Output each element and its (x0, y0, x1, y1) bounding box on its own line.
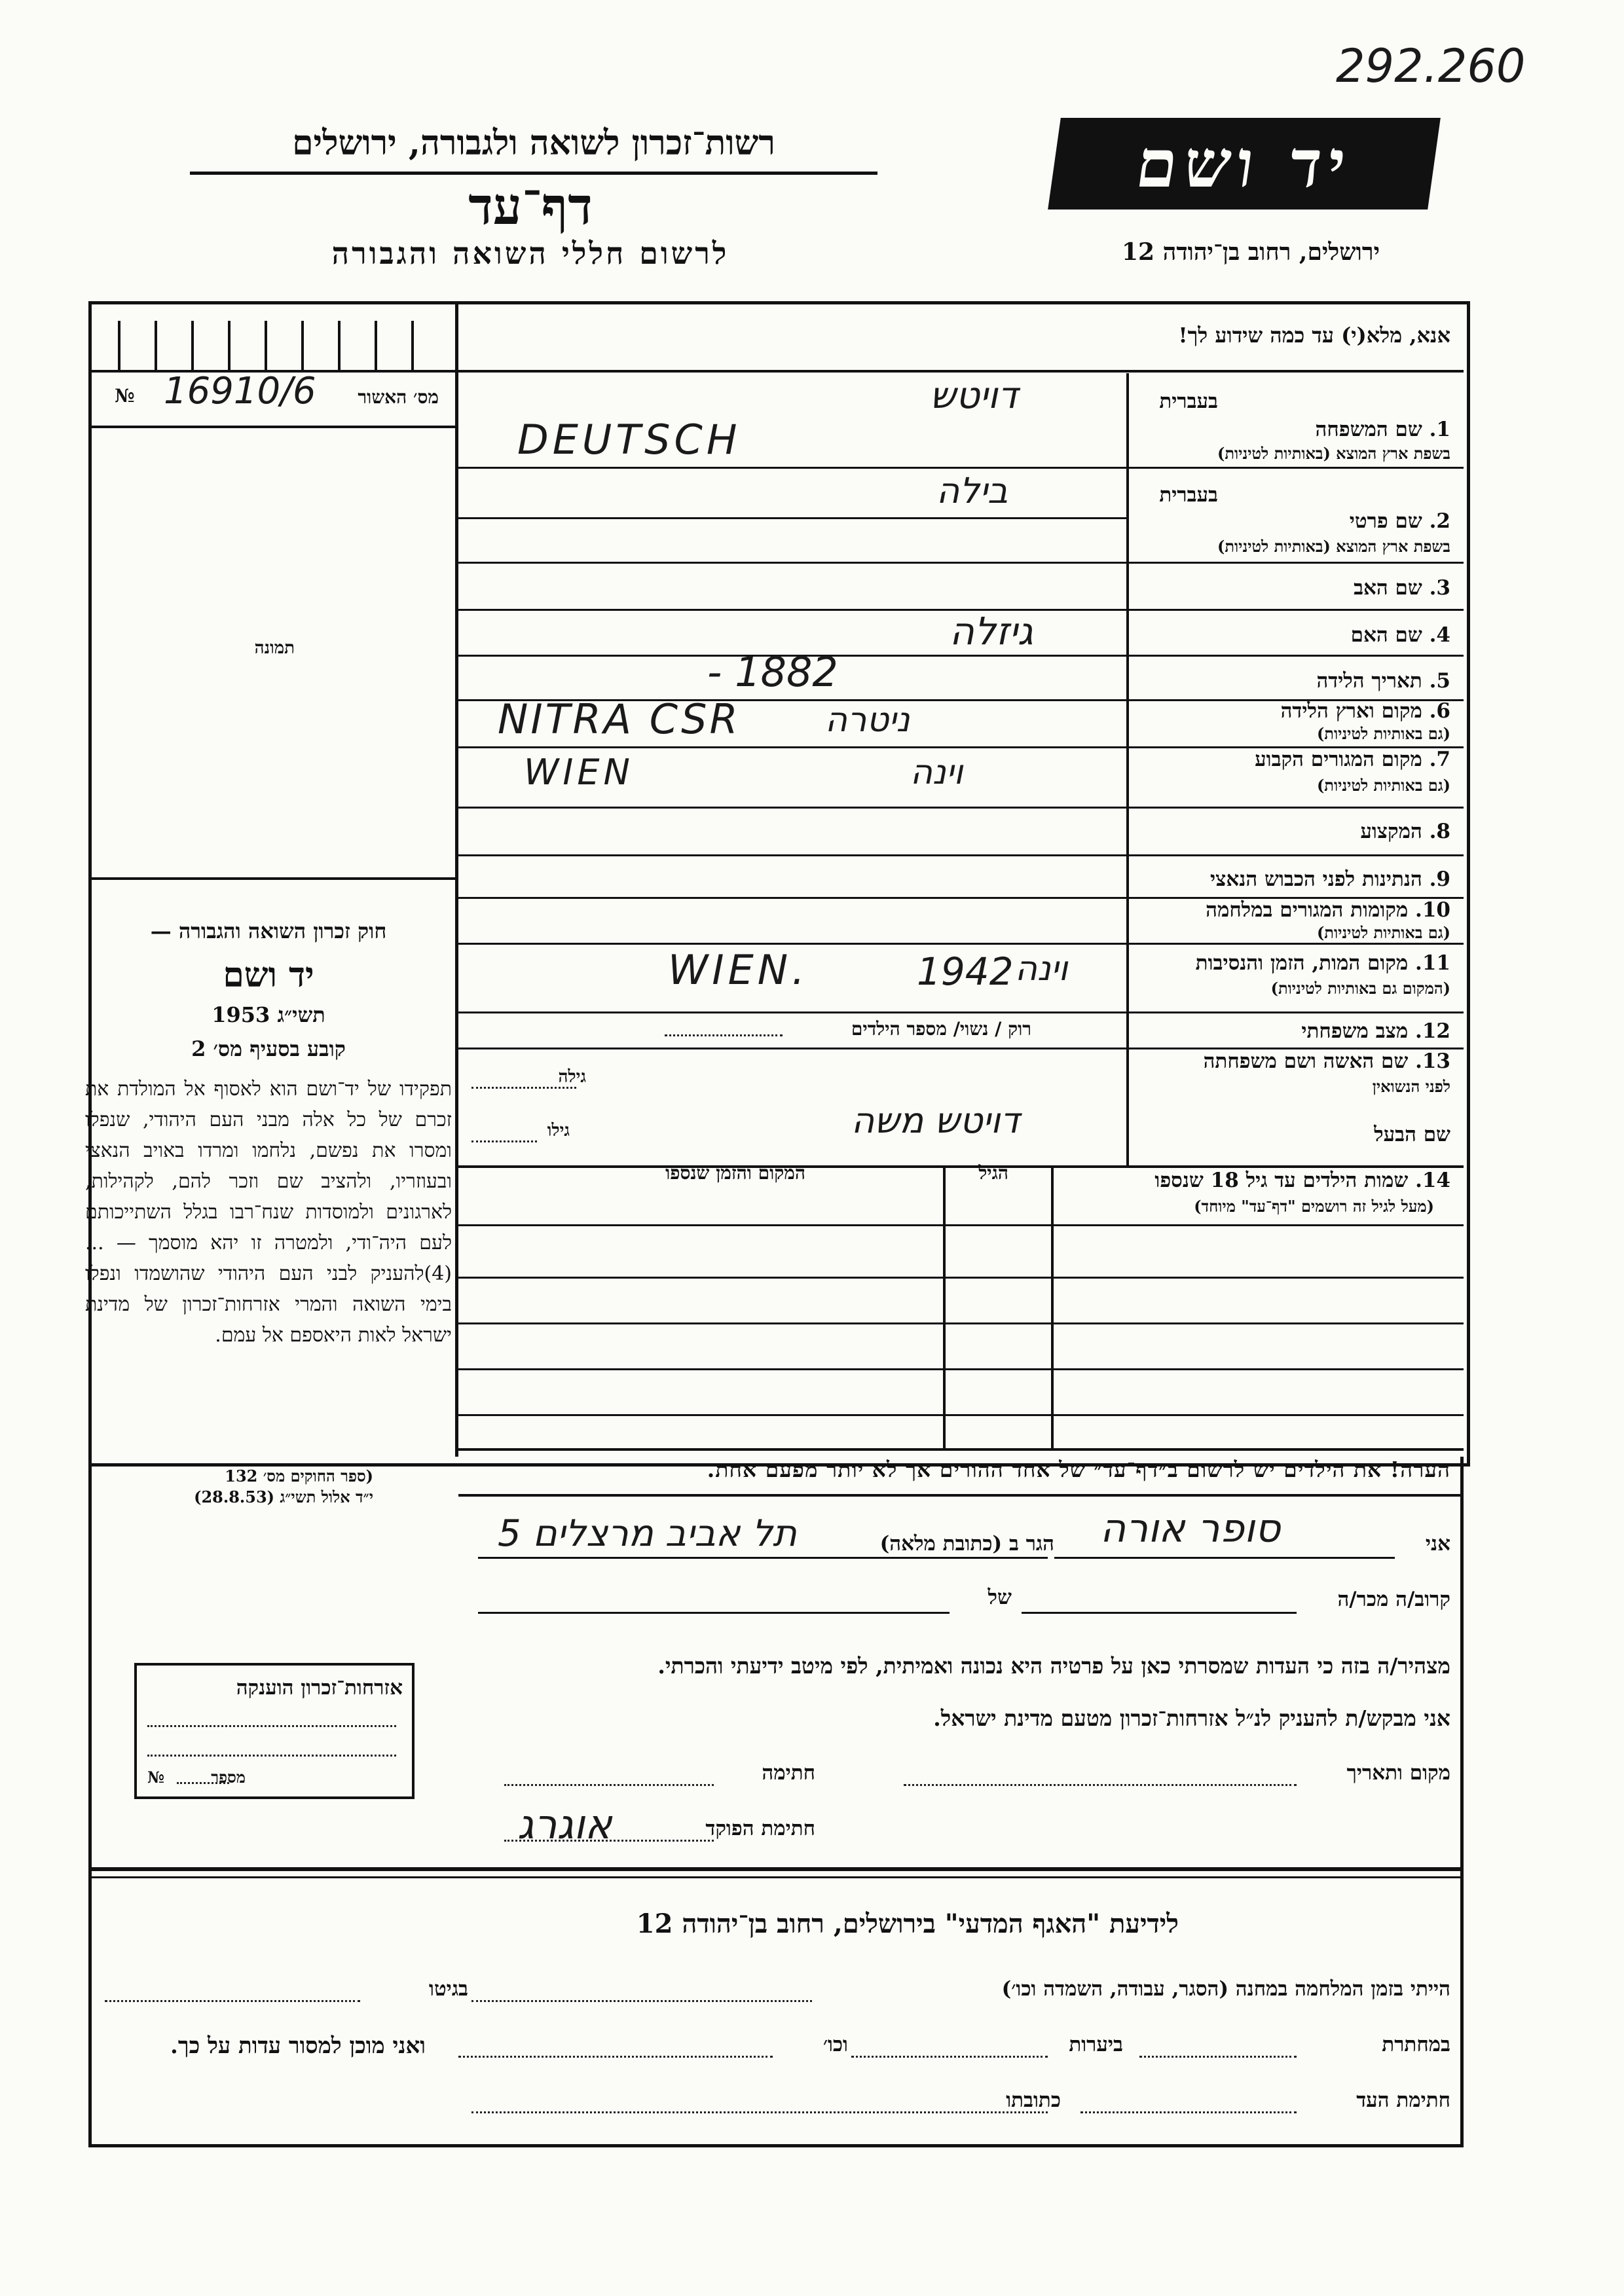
footer-notice: לידיעת "האגף המדעי" בירושלים, רחוב בן־יהודה 12 (636, 1908, 1179, 1939)
logo-text: יד ושם (1131, 125, 1357, 202)
field-13-wife: 13. שם האשה ושם משפחתה (1203, 1049, 1450, 1073)
field-2-note: בשפת ארץ המוצא (באותיות לטיניות) (1217, 537, 1450, 556)
address-line (478, 1557, 1048, 1559)
address-value[interactable]: תל אביב מרצלים 5 (498, 1512, 797, 1555)
field-1-surname: 1. שם המשפחה (1315, 418, 1450, 441)
declarant-i: אני (1425, 1532, 1450, 1556)
left-column-divider (455, 301, 458, 1457)
witness-address-line[interactable] (471, 2111, 1048, 2113)
relative-line (1022, 1612, 1297, 1614)
signature-label: חתימה (762, 1761, 815, 1785)
field-1-note: בשפת ארץ המוצא (באותיות לטיניות) (1217, 444, 1450, 463)
officer-line[interactable] (504, 1840, 714, 1842)
children-row-4 (458, 1414, 1464, 1416)
field-7-note: (גם באותיות לטיניות) (1316, 776, 1450, 795)
note-rule (458, 1448, 1464, 1451)
field-14-note: (מעל לגיל זה רושמים "דף־עד" מיוחד) (1194, 1197, 1434, 1216)
field-6-birthplace: 6. מקום וארץ הלידה (1280, 699, 1450, 723)
death-year[interactable]: 1942 (917, 949, 1014, 994)
signature-line[interactable] (504, 1784, 714, 1786)
husband-name[interactable]: דויטש משה (851, 1100, 1020, 1141)
footer-address: כתובתו (1006, 2088, 1061, 2112)
field-12-options: רוק / נשוי/ מספר הילדים (851, 1018, 1031, 1040)
note-bottom-rule (458, 1494, 1464, 1497)
row-line-2 (458, 517, 1126, 519)
place-date-label: מקום ותאריך (1346, 1761, 1450, 1785)
surname-hebrew[interactable]: דויטש (930, 374, 1018, 417)
declarant-name[interactable]: סופר אורה (1100, 1506, 1281, 1552)
field-4-mother: 4. שם האם (1350, 623, 1450, 647)
of-label: של (987, 1586, 1012, 1609)
declarant-name-line (1054, 1557, 1395, 1559)
memorial-box-line-2[interactable] (147, 1755, 396, 1757)
field-2-firstname: 2. שם פרטי (1349, 509, 1450, 533)
authority-title: רשות־זכרון לשואה ולגבורה, ירושלים (292, 123, 775, 163)
footer-forests: ביערות (1069, 2033, 1123, 2056)
photo-label: תמונה (254, 638, 295, 658)
please-fill-rule (458, 370, 1464, 373)
witness-sig-line[interactable] (1080, 2111, 1297, 2113)
field-7-residence: 7. מקום המגורים הקבוע (1255, 748, 1450, 771)
husband-age-label: גילו (547, 1121, 570, 1140)
field-3-father: 3. שם האב (1354, 576, 1450, 600)
etc-line[interactable] (458, 2056, 773, 2058)
children-count-line[interactable] (665, 1034, 783, 1036)
of-line (478, 1612, 950, 1614)
in-hebrew-2: בעברית (1159, 483, 1218, 507)
forests-line[interactable] (851, 2056, 1048, 2058)
law-title: חוק זכרון השואה והגבורה — (150, 919, 387, 943)
children-row-2 (458, 1322, 1464, 1324)
wife-age-label: גילה (558, 1067, 586, 1087)
children-col-2 (943, 1168, 946, 1449)
relative-label: קרוב/ה מכר/ה (1337, 1588, 1450, 1611)
footer-ready: ואני מוכן למסור עדות על כך. (170, 2033, 426, 2059)
surname-latin[interactable]: DEUTSCH (517, 416, 741, 464)
field-14-children: 14. שמות הילדים עד גיל 18 שנספו (1154, 1169, 1450, 1192)
row-line-12 (458, 1011, 1464, 1013)
row-line-11 (458, 943, 1464, 945)
lives-at-label: הגר ב (כתובת מלאה) (879, 1532, 1054, 1556)
lower-frame-divider (88, 1867, 1464, 1871)
yad-vashem-logo (1048, 118, 1441, 210)
footer-witness-sig: חתימת העד (1356, 2088, 1450, 2112)
row-line-1 (458, 467, 1464, 469)
approval-label: מס׳ האשור (358, 386, 439, 408)
col-place: המקום והזמן שנספו (665, 1162, 805, 1184)
field-10-note: (גם באותיות לטיניות) (1316, 923, 1450, 942)
check-ticks (118, 321, 445, 370)
row-line-14 (458, 1165, 1464, 1168)
birthplace-latin[interactable]: NITRA CSR (498, 695, 741, 743)
col-age: הגיל (978, 1162, 1008, 1184)
death-place[interactable]: WIEN. (668, 946, 809, 994)
officer-signature[interactable]: אוגרג (517, 1800, 612, 1848)
form-title: דף־עד (468, 177, 593, 236)
footer-ghetto: בגיטו (429, 1977, 468, 2001)
approval-mark: № (115, 385, 135, 407)
memorial-box-number: מספר (211, 1768, 246, 1787)
footer-hiding: במחתרת (1382, 2033, 1450, 2056)
field-8-profession: 8. המקצוע (1360, 820, 1450, 843)
lower-frame-divider-2 (88, 1876, 1464, 1878)
field-13-note: לפני הנשואין (1372, 1077, 1450, 1096)
row-line-5 (458, 655, 1464, 657)
death-hebrew[interactable]: וינה (1015, 949, 1068, 989)
law-source: (ספר החוקים מס׳ 132 (225, 1467, 373, 1485)
law-year: תשי״ג 1953 (212, 1002, 325, 1027)
header-address: ירושלים, רחוב בן־יהודה 12 (1121, 238, 1380, 266)
field-5-birthdate: 5. תאריך הלידה (1316, 669, 1450, 693)
firstname-hebrew[interactable]: בילה (936, 470, 1008, 511)
in-hebrew-1: בעברית (1159, 390, 1218, 413)
law-name: יד ושם (223, 955, 314, 995)
label-column-divider (1126, 373, 1129, 1165)
approval-value: 16910/6 (164, 370, 316, 412)
row-line-3 (458, 562, 1464, 564)
request-text: אני מבקש/ת להעניק לנ״ל אזרחות־זכרון מטעם מדינת ישראל. (933, 1705, 1450, 1731)
memorial-box-line-1[interactable] (147, 1725, 396, 1727)
memorial-box-title: אזרחות־זכרון הוענקה (236, 1676, 403, 1700)
place-date-line[interactable] (904, 1784, 1297, 1786)
footer-etc: וכו׳ (822, 2033, 848, 2056)
law-body: תפקידו של יד־ושם הוא לאסוף אל המולדת את זכרם של כל אלה מבני העם היהודי, שנפלו ומסרו את נפשם, נלחמו ומרדו באויב הנאצי ובעוזריו, ולהציב שם וזכר להם, לקהילות, לארגונים ולמוסדות שנח־רבו בגלל השתייכותם לעם היה־ודי, ולמטרה זו יהא מוסמך — ...(4)להעניק לבני העם היהודי שהושמדו ונפלו בימי השואה והמרי אזרחות־זכרון של מדינת ישראל לאות היאספם אל עמם. (85, 1078, 452, 1347)
hiding-line[interactable] (1139, 2056, 1297, 2058)
camp-line[interactable] (471, 2000, 812, 2002)
field-11-death: 11. מקום המות, הזמן והנסיבות (1195, 951, 1450, 975)
law-source-2: י״ד אלול תשי״ג (28.8.53) (194, 1487, 373, 1506)
note-text: הערה! את הילדים יש לרשום ב״דף־עד״ של אחד ההורים אך לא יותר מפעם אחת. (707, 1457, 1450, 1482)
row-line-9 (458, 854, 1464, 856)
archive-number: 292.260 (1336, 39, 1526, 93)
form-subtitle: לרשום חללי השואה והגבורה (331, 236, 729, 271)
memorial-box-number-line[interactable] (177, 1782, 229, 1784)
residence-latin[interactable]: WIEN (524, 752, 634, 793)
husband-age-line[interactable] (471, 1140, 537, 1142)
field-11-note: (המקום גם באותיות לטיניות) (1270, 979, 1450, 998)
memorial-box-mark: № (147, 1768, 165, 1787)
husband-label: שם הבעל (1374, 1123, 1450, 1146)
children-row-1 (458, 1277, 1464, 1279)
field-9-citizenship: 9. הנתינות לפני הכבוש הנאצי (1210, 867, 1450, 891)
children-header-rule (458, 1224, 1464, 1226)
please-fill: אנא, מלא(י) עד כמה שידוע לך! (1178, 323, 1450, 348)
field-10-wartime: 10. מקומות המגורים במלחמה (1206, 898, 1450, 922)
field-12-status: 12. מצב משפחתי (1301, 1019, 1450, 1043)
lower-frame-bottom (88, 2144, 1464, 2147)
law-clause: קובע בסעיף מס׳ 2 (191, 1036, 346, 1061)
header-rule (190, 172, 877, 175)
lower-frame-left (88, 1457, 92, 2147)
photo-rule (92, 877, 455, 880)
birthplace-hebrew[interactable]: ניטרה (825, 701, 910, 740)
children-col-1 (1051, 1168, 1054, 1449)
mother-name[interactable]: גיזלה (950, 609, 1033, 653)
officer-label: חתימת הפוקד (705, 1817, 815, 1840)
birth-date[interactable]: - 1882 (707, 648, 838, 696)
children-row-3 (458, 1368, 1464, 1370)
footer-camp: הייתי בזמן המלחמה במחנה (הסגר, עבודה, השמדה וכו׳) (1001, 1977, 1450, 2001)
declare-text: מצהיר/ה בזה כי העדות שמסרתי כאן על פרטיה היא נכונה ואמיתית, לפי מיטב ידיעתי והכרתי. (657, 1653, 1450, 1679)
field-6-note: (גם באותיות לטיניות) (1316, 724, 1450, 743)
row-line-8 (458, 807, 1464, 809)
residence-hebrew[interactable]: וינה (910, 753, 963, 792)
approval-rule (92, 426, 455, 428)
wife-age-line[interactable] (471, 1087, 576, 1089)
ghetto-line[interactable] (105, 2000, 360, 2002)
lower-frame-right (1460, 1457, 1464, 2147)
